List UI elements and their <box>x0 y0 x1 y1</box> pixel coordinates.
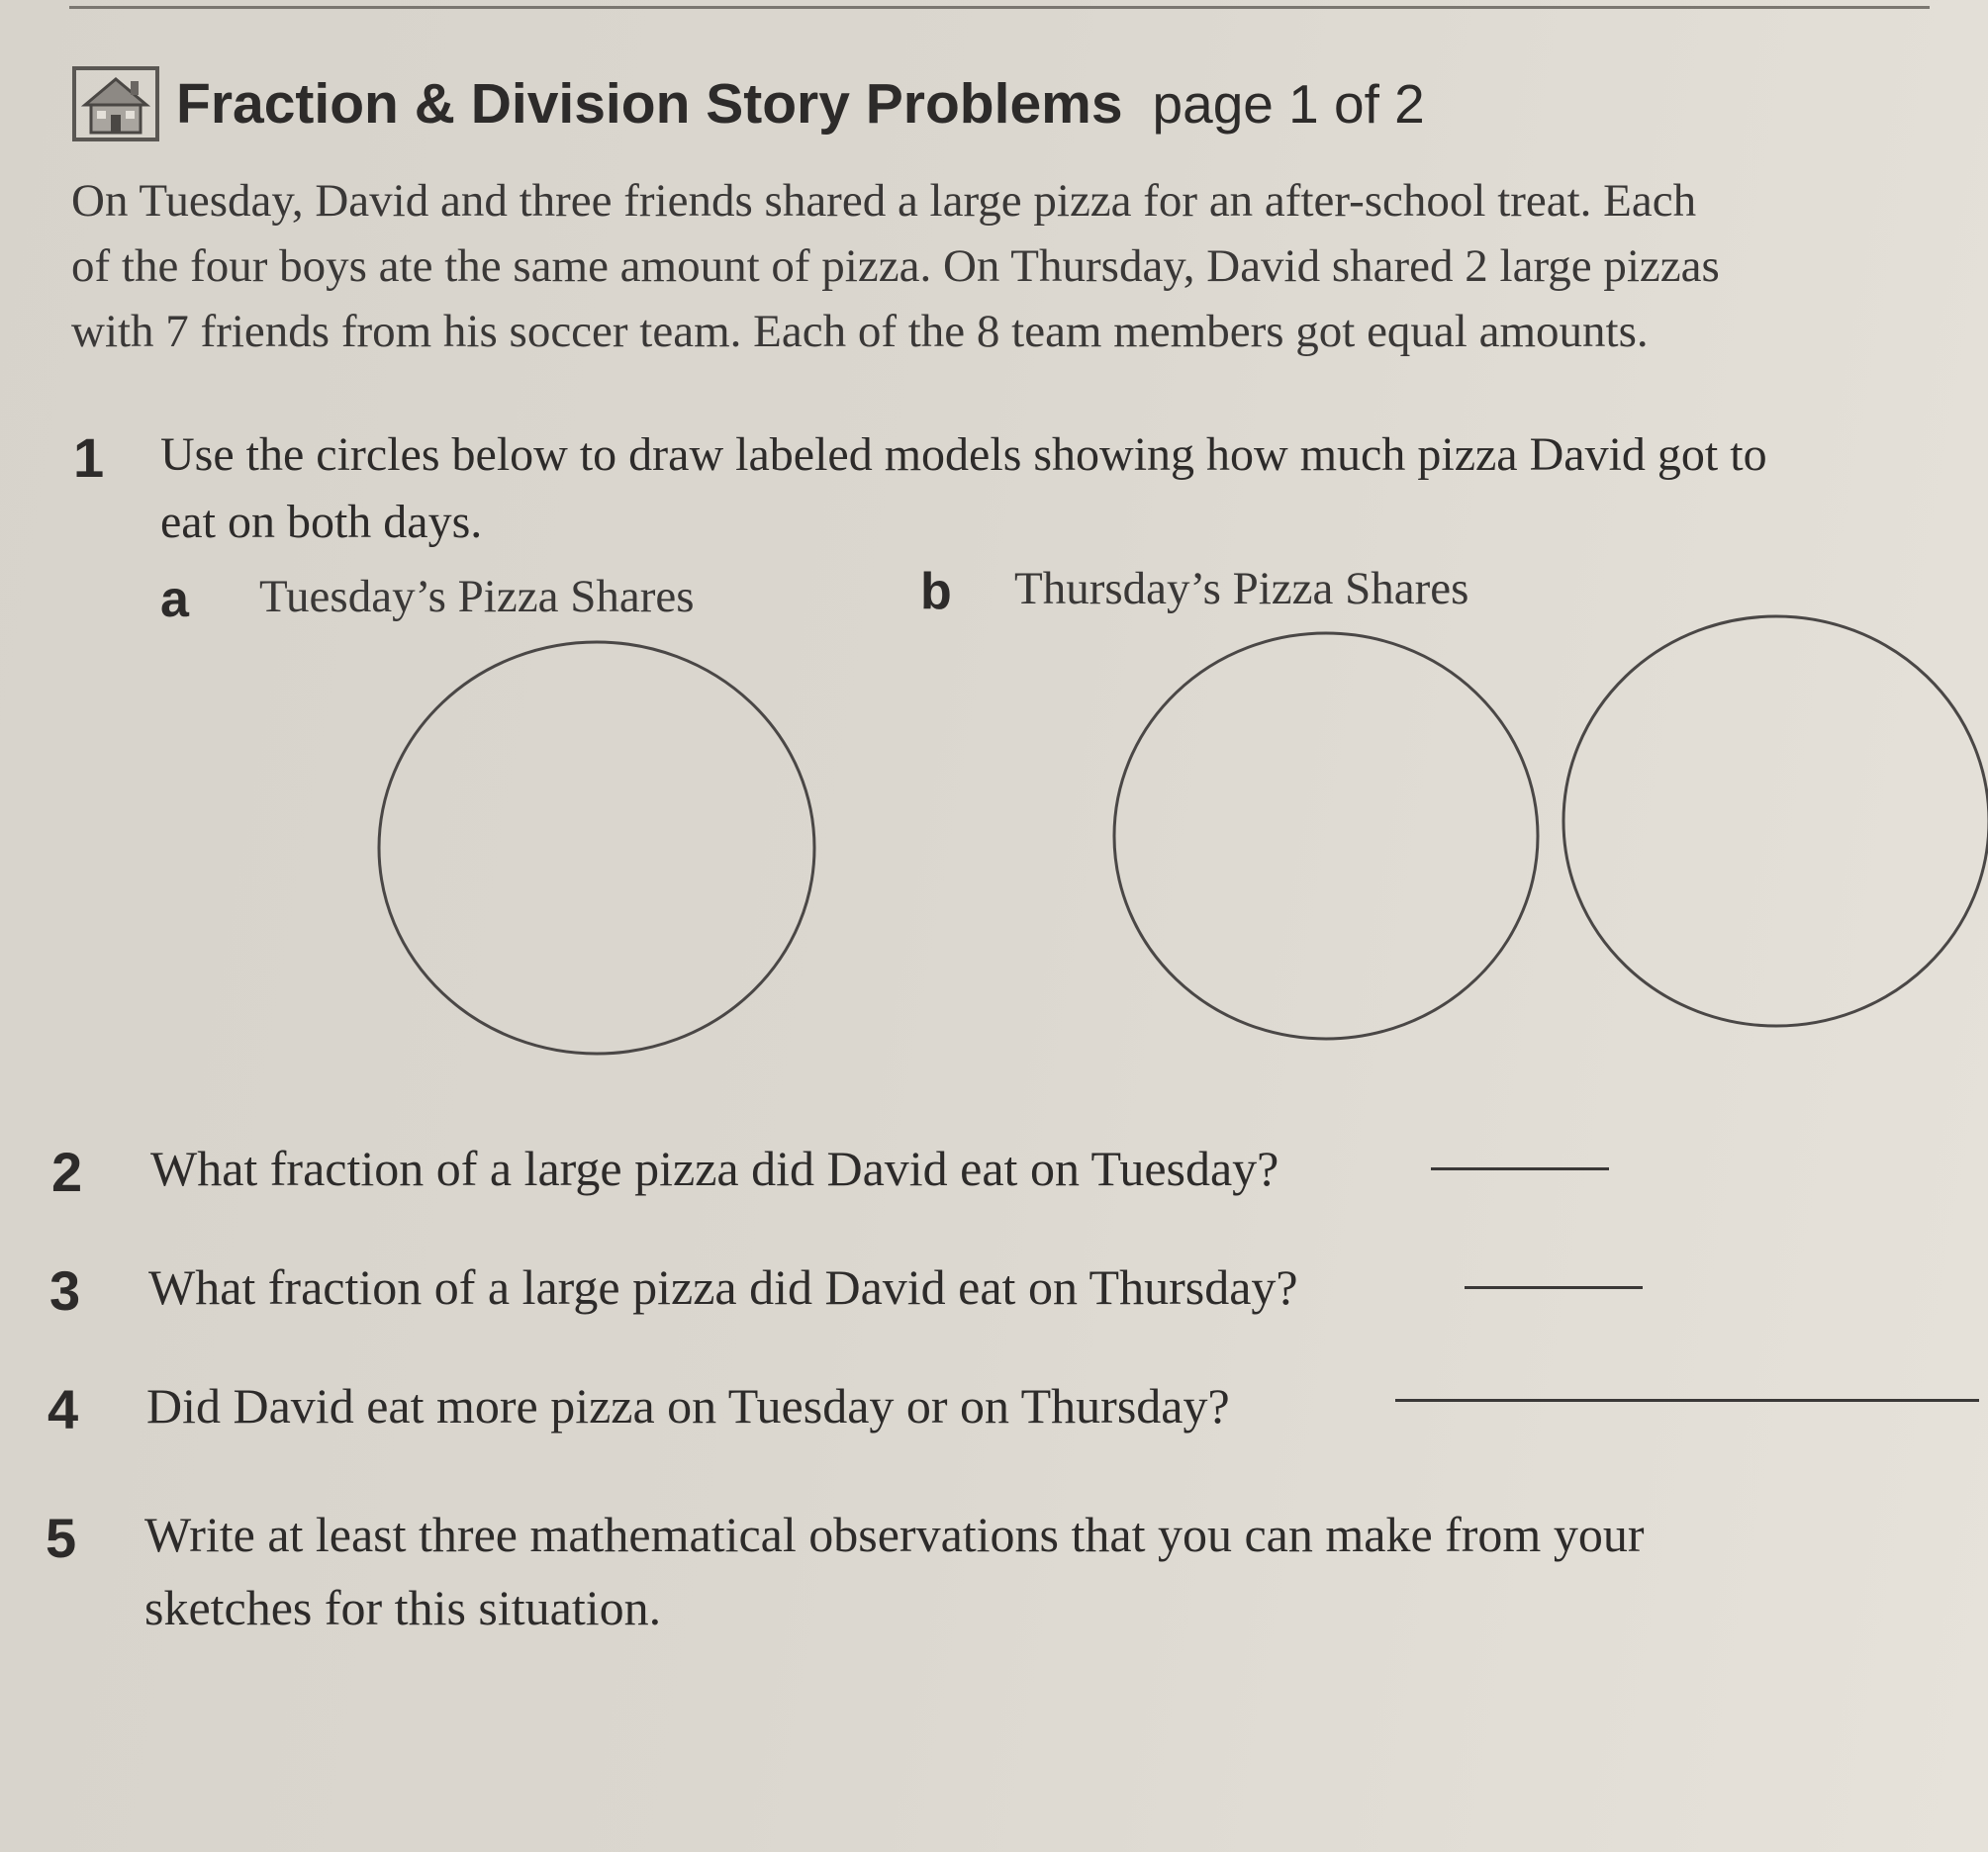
thursday-pizza-circle-2[interactable] <box>1563 616 1988 1026</box>
question-1-number: 1 <box>73 426 105 489</box>
intro-line: of the four boys ate the same amount of pizza. On Thursday, David shared 2 large pizzas <box>71 240 1720 292</box>
part-b-letter: b <box>920 563 952 620</box>
part-a-label: Tuesday’s Pizza Shares <box>259 571 695 622</box>
part-b-label: Thursday’s Pizza Shares <box>1014 563 1469 614</box>
question-2-number: 2 <box>51 1141 83 1203</box>
part-a-letter: a <box>160 571 189 628</box>
worksheet-title: Fraction & Division Story Problems <box>176 72 1123 136</box>
question-5-text: Write at least three mathematical observations that you can make from your <box>144 1507 1645 1562</box>
question-5-number: 5 <box>46 1507 77 1569</box>
question-2-text: What fraction of a large pizza did David eat on Tuesday? <box>150 1141 1279 1196</box>
question-1-text: Use the circles below to draw labeled models showing how much pizza David got to <box>160 428 1767 481</box>
question-4-text: Did David eat more pizza on Tuesday or on Thursday? <box>146 1378 1230 1434</box>
question-3-answer-line[interactable] <box>1465 1286 1643 1289</box>
question-4-answer-line[interactable] <box>1395 1399 1979 1402</box>
question-2-answer-line[interactable] <box>1431 1167 1609 1170</box>
question-1-text-cont: eat on both days. <box>160 496 483 548</box>
question-3-number: 3 <box>49 1259 81 1322</box>
page-indicator: page 1 of 2 <box>1152 73 1425 135</box>
intro-line: On Tuesday, David and three friends shared a large pizza for an after-school treat. Each <box>71 175 1697 227</box>
tuesday-pizza-circle[interactable] <box>379 642 814 1054</box>
thursday-pizza-circle-1[interactable] <box>1114 633 1538 1039</box>
intro-line: with 7 friends from his soccer team. Each of the 8 team members got equal amounts. <box>71 306 1649 357</box>
question-5-text-cont: sketches for this situation. <box>144 1580 662 1635</box>
question-3-text: What fraction of a large pizza did David eat on Thursday? <box>148 1259 1298 1315</box>
question-4-number: 4 <box>47 1378 79 1440</box>
